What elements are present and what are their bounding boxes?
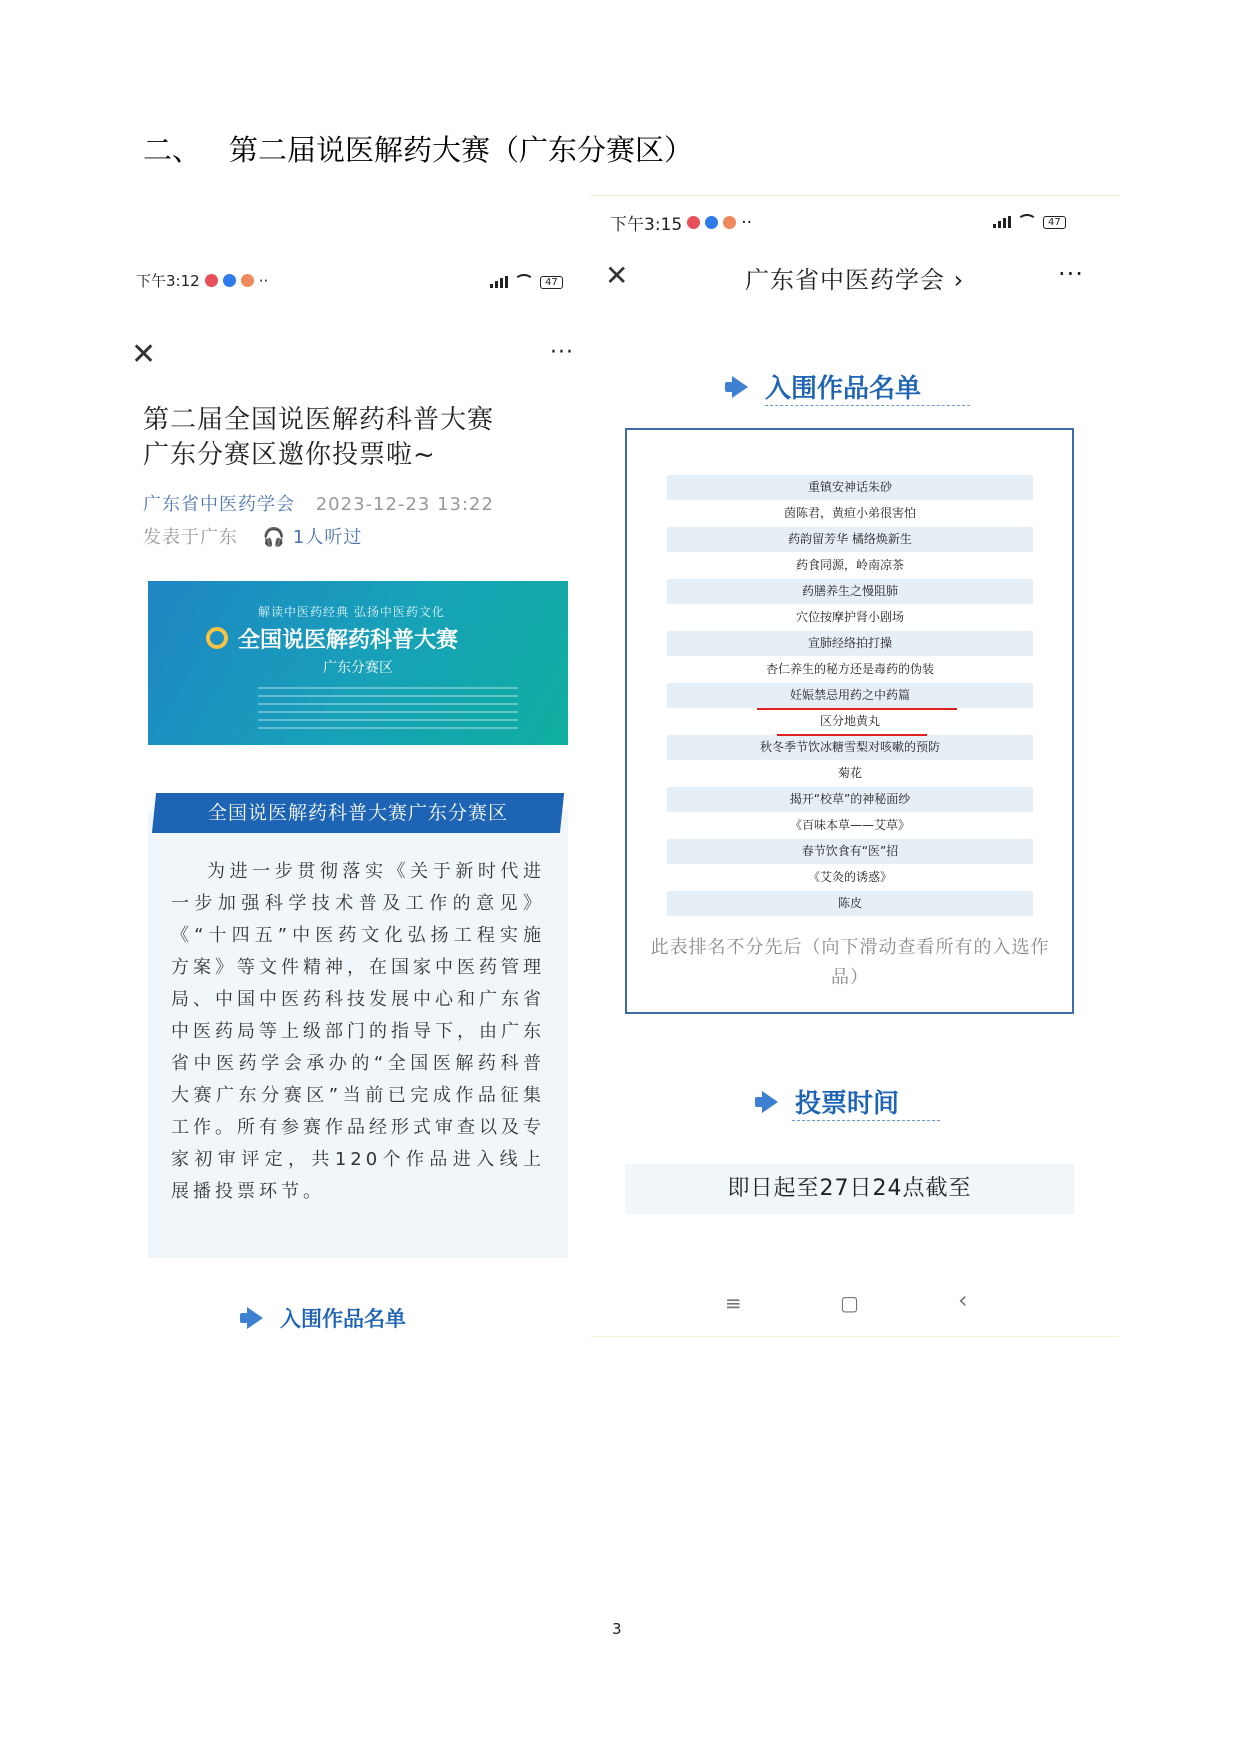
- battery-icon: 47: [1043, 216, 1066, 229]
- highlight-underline: [777, 734, 927, 736]
- work-item: 妊娠禁忌用药之中药篇: [667, 683, 1033, 708]
- doc-heading: [143, 128, 693, 169]
- vote-title-underline: [792, 1120, 940, 1121]
- left-section-heading: [240, 1303, 406, 1333]
- app-notify-icon: [205, 274, 218, 287]
- section-heading: 第二届说医解药大赛（广东分赛区）: [229, 133, 694, 167]
- status-time: 下午3:12: [136, 272, 200, 290]
- megaphone-icon: [755, 1091, 781, 1113]
- article-title-line-2: 广东分赛区邀你投票啦~: [143, 440, 436, 470]
- signal-icon: [490, 276, 508, 288]
- work-item: 揭开“校草”的神秘面纱: [667, 787, 1033, 812]
- work-item: 宣肺经络拍打操: [667, 631, 1033, 656]
- page-number: 3: [612, 1620, 622, 1638]
- status-more-dots: ··: [258, 271, 269, 290]
- work-item: 药韵留芳华 橘络焕新生: [667, 527, 1033, 552]
- list-order-note: 此表排名不分先后（向下滑动查看所有的入选作品）: [650, 937, 1050, 988]
- work-item: 区分地黄丸: [819, 714, 880, 728]
- publish-datetime: 2023-12-23 13:22: [315, 494, 494, 515]
- listen-count[interactable]: 1人听过: [292, 527, 363, 548]
- left-status-bar: [136, 270, 268, 291]
- work-item: 《艾灸的诱惑》: [807, 870, 892, 884]
- menu-icon[interactable]: ≡: [725, 1291, 742, 1315]
- work-item: 穴位按摩护肾小剧场: [795, 610, 904, 624]
- banner-organizer-fineprint: [258, 687, 518, 735]
- work-item: 药膳养生之慢阻肺: [667, 579, 1033, 604]
- work-item: 《百味本草——艾草》: [789, 818, 910, 832]
- right-status-bar: [610, 210, 752, 235]
- intro-tab-label: 全国说医解药科普大赛广东分赛区: [207, 802, 508, 824]
- message-notify-icon: [705, 216, 718, 229]
- right-section-title: 入围作品名单: [765, 374, 922, 404]
- status-time: 下午3:15: [610, 215, 683, 235]
- vote-period: 即日起至27日24点截至: [625, 1164, 1074, 1214]
- article-meta-row-2: [143, 523, 362, 549]
- more-menu-icon[interactable]: ···: [1058, 260, 1084, 288]
- work-item: 重镇安神话朱砂: [667, 475, 1033, 500]
- intro-tab-header: [152, 793, 564, 833]
- article-title: [143, 403, 583, 473]
- banner-region: 广东分赛区: [323, 660, 393, 676]
- vote-time-heading: [755, 1083, 899, 1120]
- work-item: 药食同源，岭南凉茶: [795, 558, 904, 572]
- section-title-underline: [765, 405, 970, 406]
- right-status-right: [993, 214, 1066, 230]
- megaphone-icon: [240, 1307, 266, 1329]
- shop-notify-icon: [723, 216, 736, 229]
- work-item: 陈皮: [667, 891, 1033, 916]
- shop-notify-icon: [241, 274, 254, 287]
- app-notify-icon: [687, 216, 700, 229]
- intro-paragraph: 为进一步贯彻落实《关于新时代进一步加强科学技术普及工作的意见》《“十四五”中医药文化弘扬工程实施方案》等文件精神，在国家中医药管理局、中国中医药科技发展中心和广东省中医药局等上级部门的指导下，由广东省中医药学会承办的“全国医解药科普大赛广东分赛区”当前已完成作品征集工作。所有参赛作品经形式审查以及专家初审评定，共120个作品进入线上展播投票环节。: [171, 861, 545, 1202]
- status-more-dots: ··: [741, 212, 752, 233]
- wifi-icon: [1017, 214, 1037, 230]
- article-meta-row: [143, 490, 494, 516]
- section-number: 二、: [143, 133, 202, 167]
- work-item: 春节饮食有“医”招: [667, 839, 1033, 864]
- home-icon[interactable]: ▢: [840, 1291, 859, 1315]
- contest-banner-image: [148, 581, 568, 745]
- close-icon[interactable]: ✕: [131, 337, 157, 372]
- banner-slogan: 解读中医药经典 弘扬中医药文化: [258, 605, 445, 619]
- highlight-underline: [757, 708, 957, 710]
- back-icon[interactable]: ‹: [958, 1286, 968, 1314]
- right-section-heading: [725, 368, 921, 405]
- article-title-line-1: 第二届全国说医解药科普大赛: [143, 405, 495, 435]
- work-item: 秋冬季节饮冰糖雪梨对咳嗽的预防: [667, 735, 1033, 760]
- left-section-title: 入围作品名单: [280, 1307, 406, 1331]
- chevron-right-icon[interactable]: ›: [953, 266, 965, 294]
- work-item: 菊花: [837, 766, 862, 780]
- account-nav-name[interactable]: 广东省中医药学会: [745, 266, 945, 294]
- publish-location: 发表于广东: [143, 527, 238, 548]
- close-icon[interactable]: ✕: [605, 259, 629, 292]
- battery-icon: 47: [540, 276, 563, 289]
- contest-logo-icon: [206, 627, 228, 649]
- work-item: 杏仁养生的秘方还是毒药的伪装: [765, 662, 934, 676]
- left-status-right: [490, 274, 563, 290]
- megaphone-icon: [725, 376, 751, 398]
- message-notify-icon: [223, 274, 236, 287]
- more-menu-icon[interactable]: ···: [550, 340, 574, 365]
- account-name-link[interactable]: 广东省中医药学会: [143, 494, 295, 515]
- banner-title: 全国说医解药科普大赛: [238, 627, 459, 653]
- signal-icon: [993, 216, 1011, 228]
- work-item: 茵陈君，黄疸小弟很害怕: [783, 506, 916, 520]
- vote-time-title: 投票时间: [795, 1089, 900, 1119]
- headphones-icon[interactable]: 🎧: [262, 527, 287, 548]
- wifi-icon: [514, 274, 534, 290]
- account-nav-title[interactable]: [745, 260, 964, 295]
